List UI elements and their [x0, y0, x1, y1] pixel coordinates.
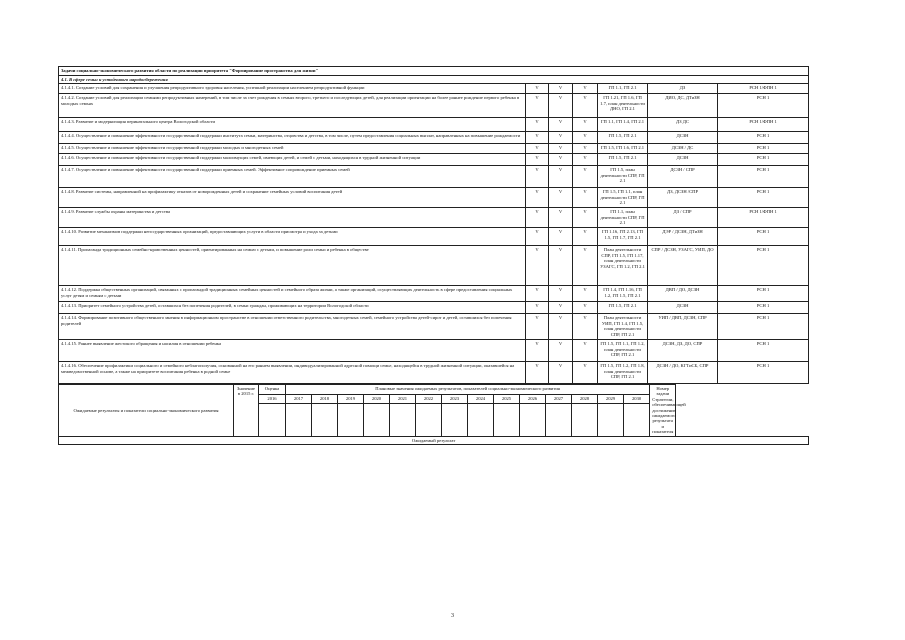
program-codes: ГП 1.1, план деятельности СПР, ГП 2.1 — [598, 208, 648, 228]
task-text: 4.1.4.4. Осуществление и повышение эффективности государственной поддержки института семьи, материнства, отцовства и детства, в том числе, путем предоставления социальных выплат, направленных на повышение рождаемости — [59, 132, 526, 144]
check-mark-2: V — [549, 132, 573, 144]
rsn-code: РСН 1 — [718, 227, 809, 245]
check-mark-1: V — [526, 154, 549, 166]
year-value — [520, 404, 546, 436]
strategy-number-label: Номер задачи Стратегии, обеспечивающей достижение ожидаемого результата и показателя — [650, 384, 676, 436]
executors: ДСЗН — [648, 132, 718, 144]
executors: ДЗ / СПР — [648, 208, 718, 228]
page-number: 3 — [451, 613, 454, 619]
task-text: 4.1.4.8. Развитие системы, направленной на профилактику отказов от новорожденных детей и сохранение семейных условий воспитания детей — [59, 188, 526, 208]
executors: ДСЗН / ДО, КГТиСБ, СПР — [648, 361, 718, 383]
check-mark-1: V — [526, 208, 549, 228]
table-row — [59, 84, 809, 94]
year-value — [259, 404, 286, 436]
rsn-code: РСН 1 — [718, 144, 809, 154]
rsn-code: РСН 1 — [718, 166, 809, 188]
program-codes: План деятельности УИП, ГП 1.4, ГП 1.5, план деятельности СПР, ГП 2.1 — [598, 313, 648, 339]
expected-result-row — [59, 436, 809, 444]
table-row — [59, 313, 809, 339]
check-mark-3: V — [573, 132, 598, 144]
rsn-code: РСН 1 — [718, 132, 809, 144]
check-mark-2: V — [549, 245, 573, 285]
planned-values-label: Плановые значения ожидаемых результатов, показателей социально-экономического развития — [286, 384, 650, 394]
year-header: 2028 — [572, 394, 598, 404]
rsn-code: РСН 1 — [718, 245, 809, 285]
check-mark-1: V — [526, 285, 549, 301]
check-mark-1: V — [526, 84, 549, 94]
table-row — [59, 208, 809, 228]
executors: ДСЗН / СПР — [648, 166, 718, 188]
year-value — [468, 404, 494, 436]
rsn-code: РСН 1/ФПН 1 — [718, 208, 809, 228]
year-header: 2016 — [259, 394, 286, 404]
program-codes: ГП 1.5, ГП 1.1, план деятельности СПР, ГП 2.1 — [598, 188, 648, 208]
task-text: 4.1.4.1. Создание условий для сохранения и улучшения репродуктивного здоровья населения, успешной реализации населением репродуктивной функции — [59, 84, 526, 94]
table-row — [59, 301, 809, 313]
check-mark-2: V — [549, 285, 573, 301]
check-mark-3: V — [573, 339, 598, 361]
program-codes: ГП 1.16, ГП 2.13, ГП 1.5, ГП 1.7, ГП 2.1 — [598, 227, 648, 245]
executors: ДВП / ДО, ДСЗН — [648, 285, 718, 301]
executors: ДИО, ДС, ДТиЗН — [648, 94, 718, 118]
year-header: 2023 — [442, 394, 468, 404]
year-header: 2020 — [364, 394, 390, 404]
year-value — [546, 404, 572, 436]
check-mark-3: V — [573, 94, 598, 118]
check-mark-1: V — [526, 144, 549, 154]
check-mark-2: V — [549, 313, 573, 339]
check-mark-2: V — [549, 227, 573, 245]
check-mark-3: V — [573, 144, 598, 154]
rsn-code: РСН 1/ФПН 1 — [718, 84, 809, 94]
table-row — [59, 132, 809, 144]
check-mark-3: V — [573, 361, 598, 383]
indicators-header-row — [59, 384, 809, 394]
year-value — [494, 404, 520, 436]
year-value — [286, 404, 312, 436]
executors: ДЭР / ДСЗН, ДТиЗН — [648, 227, 718, 245]
rsn-code: РСН 1 — [718, 285, 809, 301]
year-value — [416, 404, 442, 436]
table-row — [59, 285, 809, 301]
check-mark-1: V — [526, 313, 549, 339]
program-codes: ГП 1.1, ГП 1.4, ГП 2.1 — [598, 118, 648, 132]
task-text: 4.1.4.10. Развитие механизмов поддержки негосударственных организаций, предоставляющих услуги в области присмотра и ухода за детьми — [59, 227, 526, 245]
table-row — [59, 154, 809, 166]
check-mark-3: V — [573, 301, 598, 313]
year-value — [442, 404, 468, 436]
table-row — [59, 144, 809, 154]
program-codes: ГП 1.5, ГП 2.1 — [598, 154, 648, 166]
check-mark-2: V — [549, 301, 573, 313]
actual-value-label: Значение в 2015 г. — [234, 384, 259, 436]
tasks-table — [58, 66, 809, 384]
year-value — [598, 404, 624, 436]
rsn-code: РСН 1 — [718, 301, 809, 313]
check-mark-1: V — [526, 188, 549, 208]
check-mark-1: V — [526, 361, 549, 383]
program-codes: ГП 1.1, ГП 2.1 — [598, 84, 648, 94]
subsection-title: 4.1. В сфере семьи и устойчивого народосбережения — [59, 75, 809, 84]
estimate-label: Оценка — [259, 384, 286, 394]
check-mark-3: V — [573, 285, 598, 301]
executors: ДЗ ДС — [648, 118, 718, 132]
rsn-code: РСН 1 — [718, 188, 809, 208]
executors: ДСЗН / ДС — [648, 144, 718, 154]
year-header: 2018 — [312, 394, 338, 404]
year-header: 2021 — [390, 394, 416, 404]
executors: ДЗ — [648, 84, 718, 94]
indicators-table — [58, 384, 809, 445]
check-mark-3: V — [573, 188, 598, 208]
check-mark-2: V — [549, 188, 573, 208]
executors: ДСЗН, ДЗ, ДО, СПР — [648, 339, 718, 361]
program-codes: ГП 1.4, ГП 1.16, ГП 1.2, ГП 1.5, ГП 2.1 — [598, 285, 648, 301]
program-codes: ГП 1.5, ГП 2.1 — [598, 301, 648, 313]
year-header: 2030 — [624, 394, 650, 404]
check-mark-3: V — [573, 313, 598, 339]
table-row — [59, 339, 809, 361]
rsn-code: РСН 1/ФПН 1 — [718, 118, 809, 132]
document-page — [58, 66, 808, 445]
check-mark-3: V — [573, 84, 598, 94]
rsn-code: РСН 1 — [718, 94, 809, 118]
check-mark-2: V — [549, 361, 573, 383]
program-codes: ГП 1.5, ГП 1.6, ГП 2.1 — [598, 144, 648, 154]
check-mark-1: V — [526, 118, 549, 132]
table-row — [59, 188, 809, 208]
year-value — [390, 404, 416, 436]
task-text: 4.1.4.9. Развитие службы охраны материнства и детства — [59, 208, 526, 228]
task-text: 4.1.4.6. Осуществление и повышение эффективности государственной поддержки малоимущих семей, имеющих детей, и семей с детьми, находящихся в трудной жизненной ситуации — [59, 154, 526, 166]
executors: СПР / ДСЗН, УЗАГС, УИП, ДО — [648, 245, 718, 285]
rsn-code: РСН 1 — [718, 154, 809, 166]
rsn-code: РСН 1 — [718, 339, 809, 361]
check-mark-1: V — [526, 132, 549, 144]
check-mark-2: V — [549, 144, 573, 154]
check-mark-2: V — [549, 154, 573, 166]
subsection-header-row — [59, 75, 809, 84]
check-mark-3: V — [573, 118, 598, 132]
check-mark-1: V — [526, 339, 549, 361]
check-mark-2: V — [549, 166, 573, 188]
check-mark-2: V — [549, 118, 573, 132]
check-mark-1: V — [526, 166, 549, 188]
year-header: 2027 — [546, 394, 572, 404]
rsn-code: РСН 1 — [718, 313, 809, 339]
results-label: Ожидаемые результаты и показатели социально-экономического развития — [59, 384, 234, 436]
check-mark-2: V — [549, 339, 573, 361]
year-header: 2024 — [468, 394, 494, 404]
task-text: 4.1.4.7. Осуществление и повышение эффективности государственной поддержки приемных семей. Эффективное сопровождение приемных семей — [59, 166, 526, 188]
table-row — [59, 94, 809, 118]
expected-result-label: Ожидаемый результат — [59, 436, 809, 444]
year-header: 2019 — [338, 394, 364, 404]
year-header: 2026 — [520, 394, 546, 404]
year-header: 2025 — [494, 394, 520, 404]
task-text: 4.1.4.3. Развитие и модернизация перинатального центра Вологодской области — [59, 118, 526, 132]
year-value — [312, 404, 338, 436]
table-row — [59, 166, 809, 188]
executors: ДСЗН — [648, 154, 718, 166]
check-mark-1: V — [526, 245, 549, 285]
check-mark-3: V — [573, 154, 598, 166]
program-codes: ГП 1.5, ГП 1.2, ГП 1.8, план деятельности СПР, ГП 2.1 — [598, 361, 648, 383]
program-codes: ГП 1.5, ГП 2.1 — [598, 132, 648, 144]
check-mark-3: V — [573, 227, 598, 245]
table-row — [59, 361, 809, 383]
year-value — [364, 404, 390, 436]
check-mark-1: V — [526, 301, 549, 313]
task-text: 4.1.4.14. Формирование позитивного общественного мнения в информационном пространстве в отношении ответственного родительства, многодетных семей, семейного устройства детей-сирот и детей, оставшихся без попечения родителей — [59, 313, 526, 339]
task-text: 4.1.4.2. Создание условий для реализации семьями репродуктивных намерений, в том числе за счет рождения в семьях второго, третьего и последующих детей, для реализации ориентации на более раннее рождение первого ребенка в молодых семьях — [59, 94, 526, 118]
section-title: Задачи социально-экономического развития области по реализации приоритета "Формирование пространства для жизни" — [59, 67, 809, 76]
check-mark-1: V — [526, 227, 549, 245]
program-codes: План деятельности СПР, ГП 1.5, ГП 1.17, план деятельности УЗАГС, ГП 1.2, ГП 2.1 — [598, 245, 648, 285]
table-row — [59, 118, 809, 132]
check-mark-1: V — [526, 94, 549, 118]
rsn-code: РСН 1 — [718, 361, 809, 383]
table-row — [59, 227, 809, 245]
check-mark-2: V — [549, 84, 573, 94]
program-codes: ГП 1.21, ГП 1.6, ГП 1.7, план деятельности ДНО, ГП 2.1 — [598, 94, 648, 118]
check-mark-3: V — [573, 166, 598, 188]
year-value — [572, 404, 598, 436]
executors: ДСЗН — [648, 301, 718, 313]
task-text: 4.1.4.12. Поддержка общественных организаций, связанных с пропагандой традиционных семейных ценностей и семейного образа жизни, а также организаций, осуществляющих деятельность в сфере предоставления социальных услуг детям и семьям с детьми — [59, 285, 526, 301]
executors: ДЗ, ДСЗН /СПР — [648, 188, 718, 208]
program-codes: ГП 1.5, план деятельности СПР, ГП 2.1 — [598, 166, 648, 188]
section-header-row — [59, 67, 809, 76]
task-text: 4.1.4.11. Пропаганда традиционных семейно-нравственных ценностей, ориентированных на семью с детьми, и повышение роли семьи и ребенка в обществе — [59, 245, 526, 285]
check-mark-3: V — [573, 208, 598, 228]
task-text: 4.1.4.13. Приоритет семейного устройства детей, оставшихся без попечения родителей, в семьи граждан, проживающих на территории Вологодской области — [59, 301, 526, 313]
year-value — [338, 404, 364, 436]
year-header: 2022 — [416, 394, 442, 404]
program-codes: ГП 1.5, ГП 1.1, ГП 1.2, план деятельности СПР, ГП 2.1 — [598, 339, 648, 361]
executors: УИП / ДВП, ДСЗН, СПР — [648, 313, 718, 339]
year-header: 2029 — [598, 394, 624, 404]
task-text: 4.1.4.16. Обеспечение профилактики социального и семейного неблагополучия, основанной на его раннем выявлении, индивидуализированной адресной помощи семье, находящейся в трудной жизненной ситуации, оказавшейся на межведомственной основе, а также на приоритете воспитания ребенка в родной семье — [59, 361, 526, 383]
task-text: 4.1.4.5. Осуществление и повышение эффективности государственной поддержки молодых и многодетных семей — [59, 144, 526, 154]
table-row — [59, 245, 809, 285]
check-mark-2: V — [549, 94, 573, 118]
task-text: 4.1.4.15. Раннее выявление жестокого обращения и насилия в отношении ребенка — [59, 339, 526, 361]
year-header: 2017 — [286, 394, 312, 404]
check-mark-2: V — [549, 208, 573, 228]
check-mark-3: V — [573, 245, 598, 285]
year-value — [624, 404, 650, 436]
